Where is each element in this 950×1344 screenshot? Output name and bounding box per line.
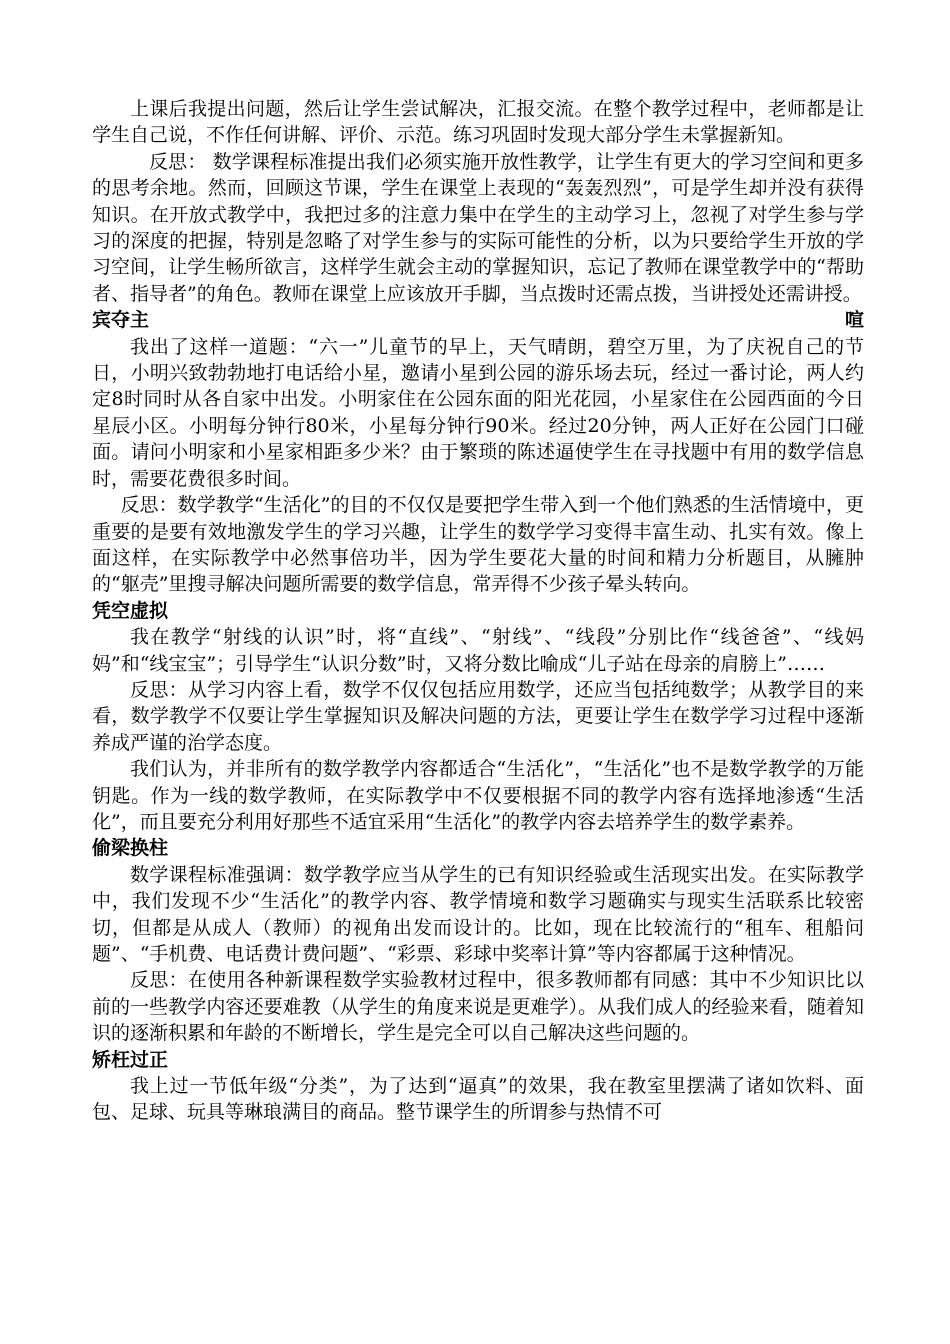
paragraph-classification-lesson: 我上过一节低年级“分类”，为了达到“逼真”的效果，我在教室里摆满了诸如饮料、面包、足球、玩具等琳琅满目的商品。整节课学生的所谓参与热情不可 <box>92 1075 864 1124</box>
section-heading-2: 凭空虚拟 <box>92 599 169 622</box>
paragraph-lesson-description: 上课后我提出问题，然后让学生尝试解决，汇报交流。在整个教学过程中，老师都是让学生自己说，不作任何讲解、评价、示范。练习巩固时发现大部分学生未掌握新知。 <box>92 98 864 147</box>
paragraph-reflection-pure-math: 反思：从学习内容上看，数学不仅仅包括应用数学，还应当包括纯数学；从教学目的来看，数学教学不仅要让学生掌握知识及解决问题的方法，更要让学生在数学学习过程中逐渐养成严谨的治学态度。 <box>92 678 864 754</box>
heading-fragment: 喧 <box>844 309 864 332</box>
paragraph-curriculum-standard: 数学课程标准强调：数学教学应当从学生的已有知识经验或生活现实出发。在实际教学中，我们发现不少“生活化”的教学内容、教学情境和数学习题确实与现实生活联系比较密切，但都是从成人（教师）的视角出发而设计的。比如，现在比较流行的“租车、租船问题”、“手机费、电话费计费问题”、“彩票、彩球中奖率计算”等内容都属于这种情况。 <box>92 863 864 965</box>
section-heading-3: 偷梁换柱 <box>92 837 169 860</box>
paragraph-example-problem: 我出了这样一道题：“六一”儿童节的早上，天气晴朗，碧空万里，为了庆祝自己的节日，小明兴致勃勃地打电话给小星，邀请小星到公园的游乐场去玩，经过一番讨论，两人约定8时同时从各自家中出发。小明家住在公园东面的阳光花园，小星家住在公园西面的今日星辰小区。小明每分钟行80米，小星每分钟行90米。经过20分钟，两人正好在公园门口碰面。请问小明家和小星家相距多少米？由于繁琐的陈述逼使学生在寻找题中有用的数学信息时，需要花费很多时间。 <box>92 335 864 490</box>
section-heading-4: 矫枉过正 <box>92 1048 169 1071</box>
paragraph-text: 反思： 数学课程标准提出我们必须实施开放性教学，让学生有更大的学习空间和更多的思考余地。然而，回顾这节课，学生在课堂上表现的“轰轰烈烈”，可是学生却并没有获得知识。在开放式教学中，我把过多的注意力集中在学生的主动学习上，忽视了对学生参与学习的深度的把握，特别是忽略了对学生参与的实际可能性的分析，以为只要给学生开放的学习空间，让学生畅所欲言，这样学生就会主动的掌握知识，忘记了教师在课堂教学中的“帮助者、指导者”的角色。教师在课堂上应该放开手脚，当点拨时还需点拨，当讲授处还需讲授。 <box>92 150 864 305</box>
document-page <box>92 96 864 1126</box>
paragraph-reflection-textbook: 反思：在使用各种新课程数学实验教材过程中，很多教师都有同感：其中不少知识比以前的一些教学内容还要难教（从学生的角度来说是更难学）。从我们成人的经验来看，随着知识的逐渐积累和年龄的不断增长，学生是完全可以自己解决这些问题的。 <box>92 969 864 1045</box>
section-heading-1: 宾夺主 <box>92 309 150 332</box>
paragraph-conclusion: 我们认为，并非所有的数学教学内容都适合“生活化”，“生活化”也不是数学教学的万能钥匙。作为一线的数学教师，在实际教学中不仅要根据不同的教学内容有选择地渗透“生活化”，而且要充分利用好那些不适宜采用“生活化”的教学内容去培养学生的数学素养。 <box>92 758 864 833</box>
paragraph-reflection-life: 反思：数学教学“生活化”的目的不仅仅是要把学生带入到一个他们熟悉的生活情境中，更重要的是要有效地激发学生的学习兴趣，让学生的数学学习变得丰富生动、扎实有效。像上面这样，在实际教学中必然事倍功半，因为学生要花大量的时间和精力分析题目，从臃肿的“躯壳”里搜寻解决问题所需要的数学信息，常弄得不少孩子晕头转向。 <box>92 494 864 596</box>
paragraph-ray-example: 我在教学“射线的认识”时，将“直线”、“射线”、“线段”分别比作“线爸爸”、“线妈妈”和“线宝宝”；引导学生“认识分数”时，又将分数比喻成“儿子站在母亲的肩膀上”…… <box>92 626 864 675</box>
